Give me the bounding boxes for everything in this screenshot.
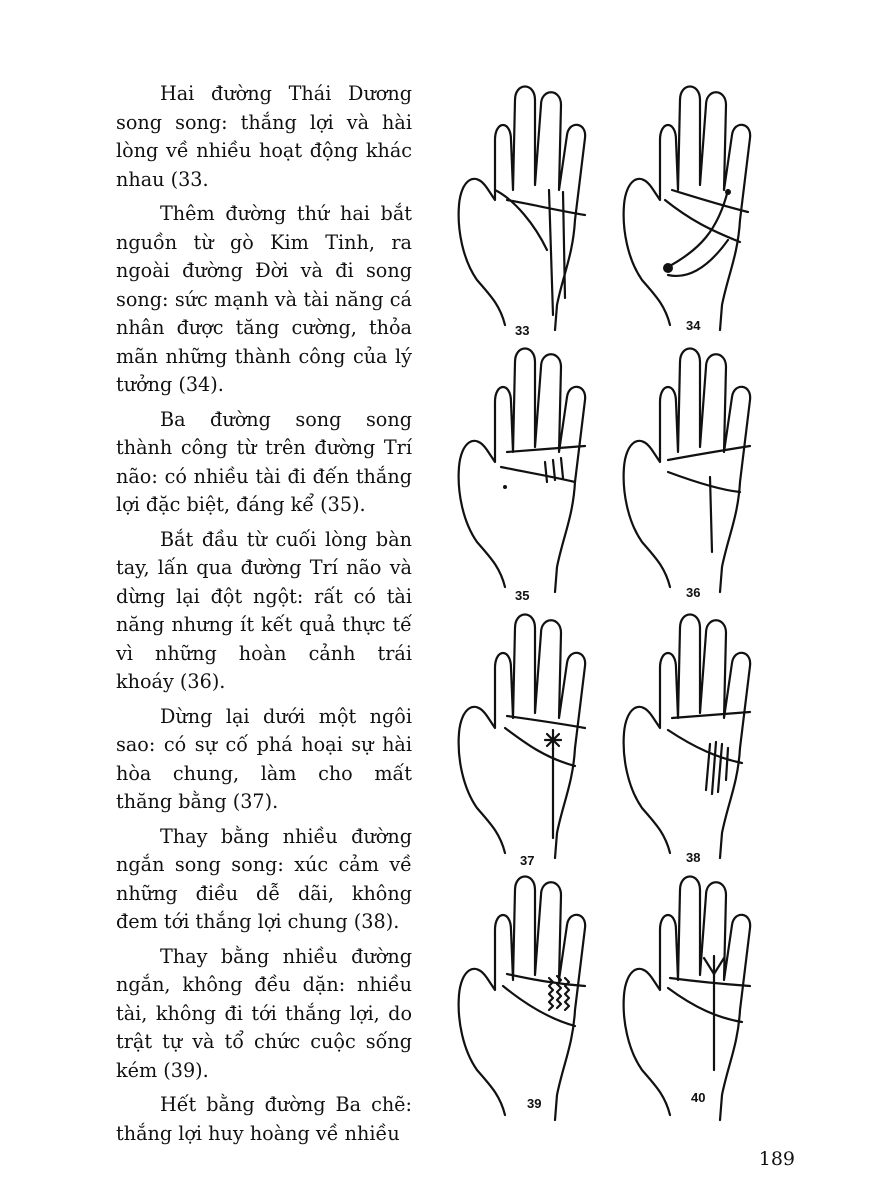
paragraph: Thay bằng nhiều đường ngắn, không đều dặn: nhiều tài, không đi tới thắng lợi, do trật tự và tổ chức cuộc sống kém (39). [116, 944, 412, 1082]
palm-figures [440, 80, 780, 1120]
paragraph: Dừng lại dưới một ngôi sao: có sự cố phá hoại sự hài hòa chung, làm cho mất thăng bằng (37). [116, 704, 412, 813]
palm-illustration-35 [445, 342, 605, 597]
body-text [116, 80, 412, 1154]
figure-number: 40 [691, 1090, 706, 1105]
paragraph: Hai đường Thái Dương song song: thắng lợi và hài lòng về nhiều hoạt động khác nhau (33. [116, 82, 412, 191]
figure-number: 36 [686, 585, 701, 600]
paragraph: Thêm đường thứ hai bắt nguồn từ gò Kim Tinh, ra ngoài đường Đời và đi song song: sức mạnh và tài năng cá nhân được tăng cường, thỏa mãn những thành công của lý tưởng (34). [116, 202, 412, 396]
paragraph: Hết bằng đường Ba chẽ: thắng lợi huy hoàng về nhiều [116, 1093, 412, 1145]
figure-number: 39 [527, 1096, 542, 1111]
page-number: 189 [758, 1148, 795, 1170]
figure-number: 33 [515, 323, 530, 338]
paragraph: Bắt đầu từ cuối lòng bàn tay, lấn qua đường Trí não và dừng lại đột ngột: rất có tài năng nhưng ít kết quả thực tế vì những hoàn cảnh trái khoáy (36). [116, 527, 412, 693]
palm-illustration-36 [610, 342, 770, 597]
palm-illustration-37 [445, 608, 605, 863]
figure-number: 38 [686, 850, 701, 865]
palm-illustration-34 [610, 80, 770, 335]
palm-illustration-38 [610, 608, 770, 863]
paragraph: Thay bằng nhiều đường ngắn song song: xúc cảm về những điều dễ dãi, không đem tới thắng lợi chung (38). [116, 824, 412, 933]
paragraph: Ba đường song song thành công từ trên đường Trí não: có nhiều tài đi đến thắng lợi đặc biệt, đáng kể (35). [116, 407, 412, 516]
palm-illustration-40 [610, 870, 770, 1125]
palm-illustration-39 [445, 870, 605, 1125]
figure-number: 37 [520, 853, 535, 868]
palm-illustration-33 [445, 80, 605, 335]
figure-number: 35 [515, 588, 530, 603]
figure-number: 34 [686, 318, 701, 333]
